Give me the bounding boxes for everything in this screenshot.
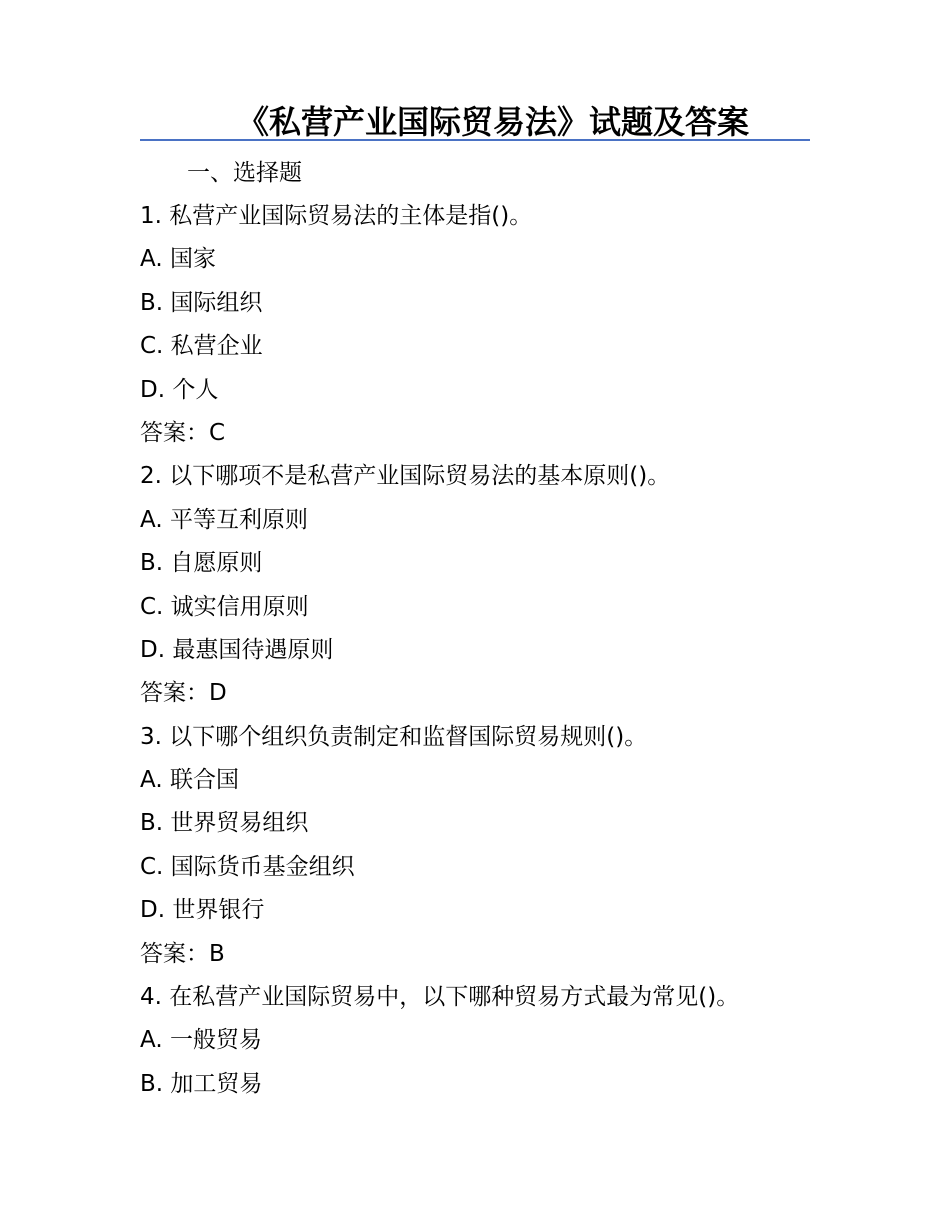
question-3: 3. 以下哪个组织负责制定和监督国际贸易规则()。 xyxy=(140,723,648,750)
answer-1: 答案：C xyxy=(140,419,226,446)
option-3c: C. 国际货币基金组织 xyxy=(140,853,355,880)
option-1d: D. 个人 xyxy=(140,376,219,403)
option-2d: D. 最惠国待遇原则 xyxy=(140,636,334,663)
option-1a: A. 国家 xyxy=(140,246,216,273)
option-2c: C. 诚实信用原则 xyxy=(140,593,309,620)
answer-3: 答案：B xyxy=(140,940,225,967)
option-3b: B. 世界贸易组织 xyxy=(140,810,309,837)
option-1c: C. 私营企业 xyxy=(140,333,263,360)
option-4b: B. 加工贸易 xyxy=(140,1070,263,1097)
title-underline xyxy=(140,139,810,141)
option-1b: B. 国际组织 xyxy=(140,289,263,316)
question-1: 1. 私营产业国际贸易法的主体是指()。 xyxy=(140,203,533,229)
option-3d: D. 世界银行 xyxy=(140,897,265,924)
section-heading: 一、选择题 xyxy=(187,160,302,186)
option-3a: A. 联合国 xyxy=(140,767,239,794)
document-title: 《私营产业国际贸易法》试题及答案 xyxy=(236,103,749,141)
option-4a: A. 一般贸易 xyxy=(140,1027,262,1054)
question-list xyxy=(140,199,739,1110)
option-2a: A. 平等互利原则 xyxy=(140,506,308,533)
question-2: 2. 以下哪项不是私营产业国际贸易法的基本原则()。 xyxy=(140,463,671,490)
question-4: 4. 在私营产业国际贸易中，以下哪种贸易方式最为常见()。 xyxy=(140,984,740,1011)
option-2b: B. 自愿原则 xyxy=(140,550,263,577)
answer-2: 答案：D xyxy=(140,680,227,707)
